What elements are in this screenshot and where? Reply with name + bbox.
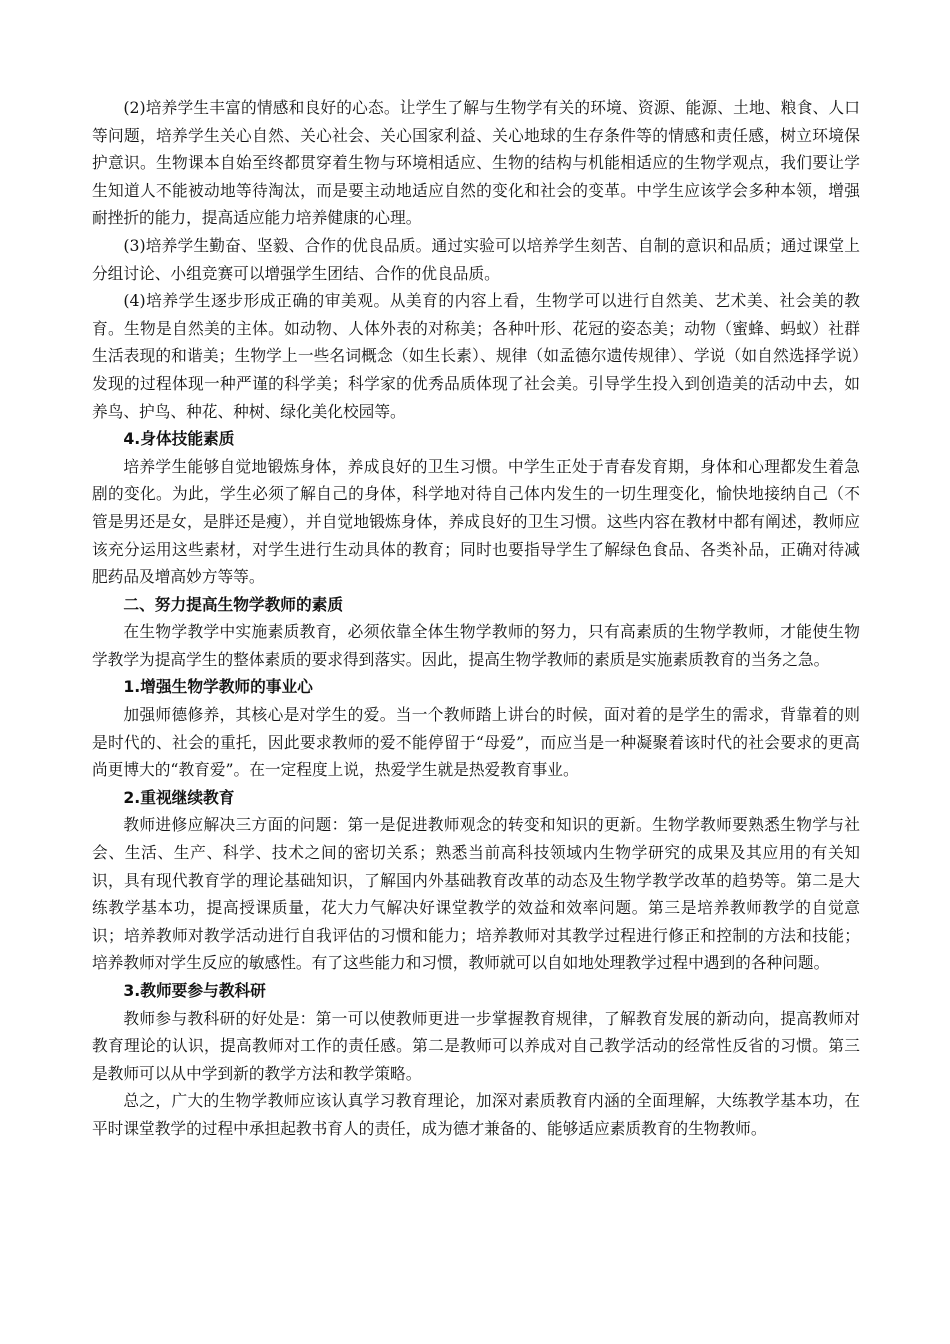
section-heading: 3.教师要参与教科研 [123, 981, 266, 1000]
paragraph: 教师进修应解决三方面的问题：第一是促进教师观念的转变和知识的更新。生物学教师要熟悉生物学与社会、生活、生产、科学、技术之间的密切关系；熟悉当前高科技领域内生物学研究的成果及其应用的有关知识，具有现代教育学的理论基础知识，了解国内外基础教育改革的动态及生物学教学改革的趋势等。第二是大练教学基本功，提高授课质量，花大力气解决好课堂教学的效益和效率问题。第三是培养教师教学的自觉意识；培养教师对教学活动进行自我评估的习惯和能力；培养教师对其教学过程进行修正和控制的方法和技能；培养教师对学生反应的敏感性。有了这些能力和习惯，教师就可以自如地处理教学过程中遇到的各种问题。 [92, 815, 860, 973]
section-heading: 1.增强生物学教师的事业心 [123, 677, 313, 697]
paragraph: 培养学生能够自觉地锻炼身体，养成良好的卫生习惯。中学生正处于青春发育期，身体和心理都发生着急剧的变化。为此，学生必须了解自己的身体，科学地对待自己体内发生的一切生理变化，愉快地接纳自己（不管是男还是女，是胖还是瘦），并自觉地锻炼身体，养成良好的卫生习惯。这些内容在教材中都有阐述，教师应该充分运用这些素材，对学生进行生动具体的教育；同时也要指导学生了解绿色食品、各类补品，正确对待减肥药品及增高妙方等等。 [92, 456, 860, 587]
paragraph: 总之，广大的生物学教师应该认真学习教育理论，加深对素质教育内涵的全面理解，大练教学基本功，在平时课堂教学的过程中承担起教书育人的责任，成为德才兼备的、能够适应素质教育的生物教师。 [92, 1091, 860, 1138]
paragraph: 加强师德修养，其核心是对学生的爱。当一个教师踏上讲台的时候，面对着的是学生的需求，背靠着的则 是时代的、社会的重托，因此要求教师的爱不能停留于“母爱”，而应当是一种凝聚着该时代的社会要求的更高尚更博大的“教育爱”。在一定程度上说，热爱学生就是热爱教育事业。 [92, 705, 860, 780]
paragraph: (2)培养学生丰富的情感和良好的心态。让学生了解与生物学有关的环境、资源、能源、土地、粮食、人口等问题，培养学生关心自然、关心社会、关心国家利益、关心地球的生存条件等的情感和责任感，树立环境保护意识。生物课本自始至终都贯穿着生物与环境相适应、生物的结构与机能相适应的生物学观点，我们要让学生知道人不能被动地等待淘汰，而是要主动地适应自然的变化和社会的变革。中学生应该学会多种本领，增强耐挫折的能力，提高适应能力培养健康的心理。 [92, 98, 860, 228]
section-heading: 4.身体技能素质 [123, 429, 235, 449]
paragraph: (4)培养学生逐步形成正确的审美观。从美育的内容上看，生物学可以进行自然美、艺术美、社会美的教育。生物是自然美的主体。如动物、人体外表的对称美；各种叶形、花冠的姿态美；动物（蜜蜂、蚂蚁）社群生活表现的和谐美；生物学上一些名词概念（如生长素）、规律（如孟德尔遗传规律）、学说（如自然选择学说）发现的过程体现一种严谨的科学美；科学家的优秀品质体现了社会美。引导学生投入到创造美的活动中去，如养鸟、护鸟、种花、种树、绿化美化校园等。 [92, 291, 860, 421]
section-heading: 二、努力提高生物学教师的素质 [123, 594, 344, 614]
paragraph: (3)培养学生勤奋、坚毅、合作的优良品质。通过实验可以培养学生刻苦、自制的意识和品质；通过课堂上分组讨论、小组竞赛可以增强学生团结、合作的优良品质。 [92, 235, 860, 283]
paragraph: 在生物学教学中实施素质教育，必须依靠全体生物学教师的努力，只有高素质的生物学教师，才能使生物学教学为提高学生的整体素质的要求得到落实。因此，提高生物学教师的素质是实施素质教育的当务之急。 [92, 622, 860, 669]
document-page [92, 94, 860, 1143]
section-heading: 2.重视继续教育 [123, 787, 235, 807]
paragraph: 教师参与教科研的好处是：第一可以使教师更进一步掌握教育规律，了解教育发展的新动向，提高教师对教育理论的认识，提高教师对工作的责任感。第二是教师可以养成对自己教学活动的经常性反省的习惯。第三是教师可以从中学到新的教学方法和教学策略。 [92, 1008, 860, 1083]
